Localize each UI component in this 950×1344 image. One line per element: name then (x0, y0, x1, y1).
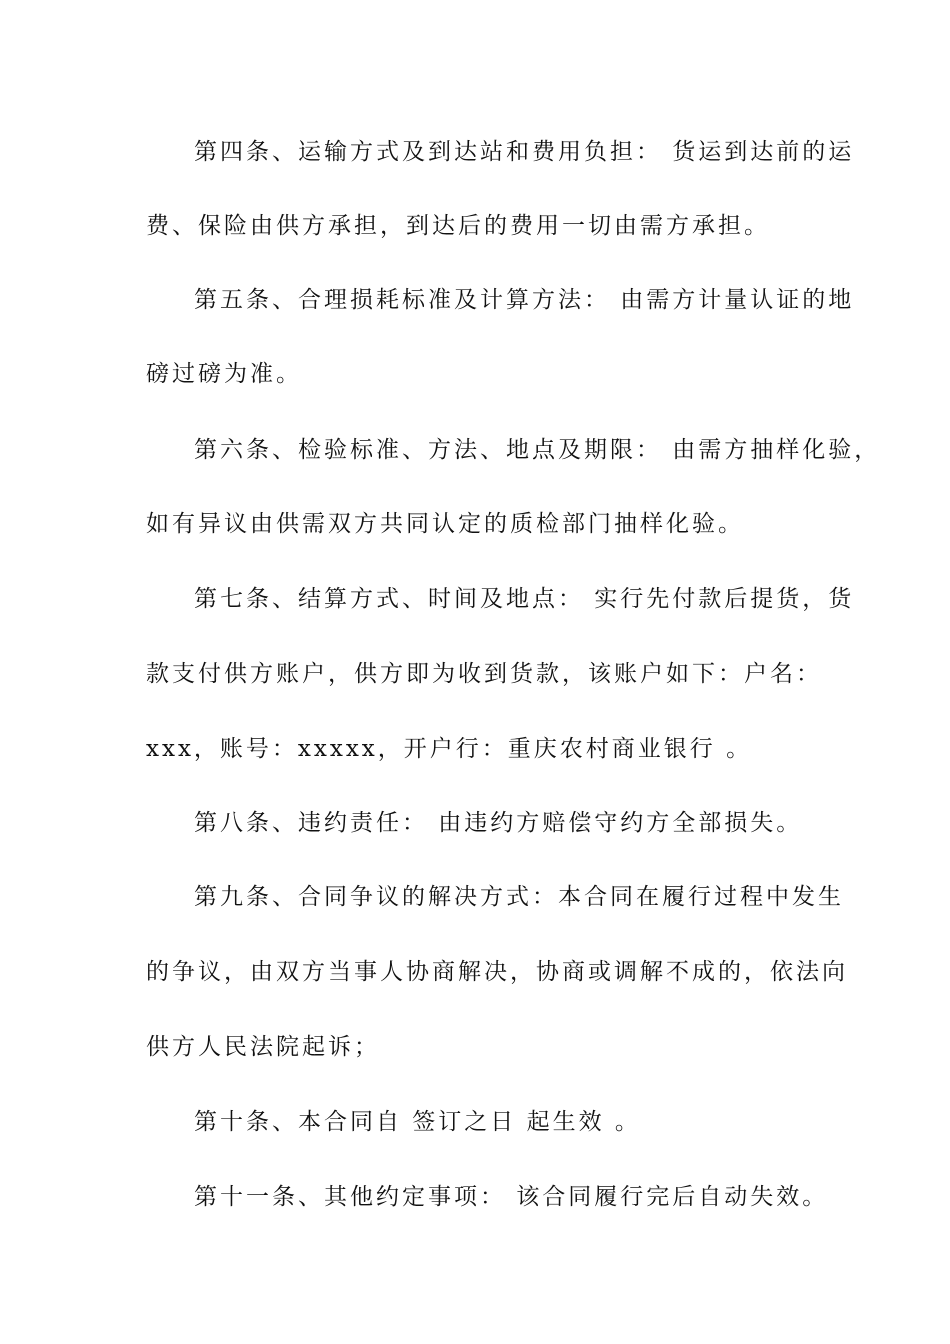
clause-11-line-1: 第十一条、其他约定事项： 该合同履行完后自动失效。 (194, 1184, 829, 1210)
clause-9-line-3: 供方人民法院起诉； (146, 1034, 380, 1060)
clause-6-line-2: 如有异议由供需双方共同认定的质检部门抽样化验。 (146, 511, 744, 537)
clause-9-line-2: 的争议，由双方当事人协商解决，协商或调解不成的，依法向 (146, 959, 848, 985)
clause-9-line-1: 第九条、合同争议的解决方式：本合同在履行过程中发生 (194, 884, 844, 910)
clause-7-line-1: 第七条、结算方式、时间及地点： 实行先付款后提货，货 (194, 586, 855, 612)
clause-6-line-1: 第六条、检验标准、方法、地点及期限： 由需方抽样化验， (194, 437, 881, 463)
clause-5-line-2: 磅过磅为准。 (146, 361, 302, 387)
clause-7-line-2: 款支付供方账户，供方即为收到货款，该账户如下：户名： (146, 661, 822, 687)
clause-5-line-1: 第五条、合理损耗标准及计算方法： 由需方计量认证的地 (194, 287, 855, 313)
clause-4-line-1: 第四条、运输方式及到达站和费用负担： 货运到达前的运 (194, 139, 855, 165)
clause-8-line-1: 第八条、违约责任： 由违约方赔偿守约方全部损失。 (194, 810, 803, 836)
clause-10-line-1: 第十条、本合同自 签订之日 起生效 。 (194, 1109, 641, 1135)
clause-4-line-2: 费、保险由供方承担，到达后的费用一切由需方承担。 (146, 213, 770, 239)
clause-7-line-3: xxx，账号：xxxxx，开户行：重庆农村商业银行 。 (146, 736, 753, 762)
